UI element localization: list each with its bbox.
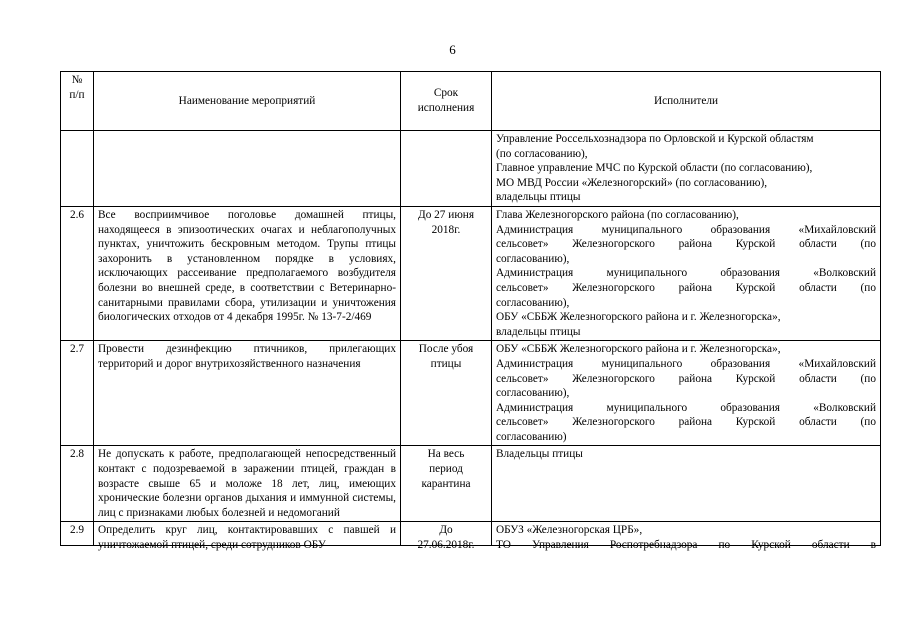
page-number: 6 xyxy=(449,42,456,57)
row-executors: Управление Россельхознадзора по Орловской и Курской областям (по согласованию), Главное управление МЧС по Курской области (по согласованию), МО МВД России «Железногорский» (по согласованию), владельцы птицы xyxy=(492,131,881,207)
row-number xyxy=(61,131,94,207)
row-deadline: На весь период карантина xyxy=(401,446,492,522)
row-executors: ОБУ «СББЖ Железногорского района и г. Железногорска», Администрация муниципального образования «Михайловский сельсовет» Железногорского района Курской области (по согласованию), Администрация муниципального образования «Волковский сельсовет» Железногорского района Курской области (по согласованию) xyxy=(492,341,881,446)
table-row xyxy=(61,522,881,546)
row-number: 2.8 xyxy=(61,446,94,522)
row-deadline xyxy=(401,131,492,207)
measures-table xyxy=(60,71,881,552)
row-executors: ОБУЗ «Железногорская ЦРБ», ТО Управления Роспотребнадзора по Курской области в xyxy=(492,522,881,546)
header-deadline: Срок исполнения xyxy=(401,72,492,131)
row-task: Не допускать к работе, предполагающей непосредственный контакт с подозреваемой в заражении птицей, граждан в возрасте свыше 65 и моложе 18 лет, лиц, имеющих хронические болезни органов дыхания и иммунной системы, лиц с признаками любых болезней и недомоганий xyxy=(94,446,401,522)
row-deadline: До 27 июня 2018г. xyxy=(401,206,492,340)
row-number: 2.7 xyxy=(61,341,94,446)
header-number: № п/п xyxy=(61,72,94,131)
header-measures: Наименование мероприятий xyxy=(94,72,401,131)
row-executors: Глава Железногорского района (по согласованию), Администрация муниципального образования «Михайловский сельсовет» Железногорского района Курской области (по согласованию), Администрация муниципального образования «Волковский сельсовет» Железногорского района Курской области (по согласованию), ОБУ «СББЖ Железногорского района и г. Железногорска», владельцы птицы xyxy=(492,206,881,340)
row-number: 2.9 xyxy=(61,522,94,546)
row-executors: Владельцы птицы xyxy=(492,446,881,522)
row-task: Все восприимчивое поголовье домашней птицы, находящееся в эпизоотических очагах и неблагополучных пунктах, уничтожить бескровным методом. Трупы птицы захоронить в установленном порядке в условиях, исключающих рассеивание предполагаемого возбудителя болезни во внешней среде, в соответствии с Ветеринарно-санитарными правилами сбора, утилизации и уничтожения биологических отходов от 4 декабря 1995г. № 13-7-2/469 xyxy=(94,206,401,340)
row-number: 2.6 xyxy=(61,206,94,340)
row-deadline: После убоя птицы xyxy=(401,341,492,446)
row-task: Определить круг лиц, контактировавших с павшей и уничтожаемой птицей, среди сотрудников ОБУ xyxy=(94,522,401,546)
table-header-row xyxy=(61,72,881,131)
header-executors: Исполнители xyxy=(492,72,881,131)
table-row xyxy=(61,131,881,207)
table-row xyxy=(61,206,881,340)
table-row xyxy=(61,446,881,522)
table-row xyxy=(61,341,881,446)
row-deadline: До 27.06.2018г. xyxy=(401,522,492,546)
row-task: Провести дезинфекцию птичников, прилегающих территорий и дорог внутрихозяйственного назначения xyxy=(94,341,401,446)
row-task xyxy=(94,131,401,207)
